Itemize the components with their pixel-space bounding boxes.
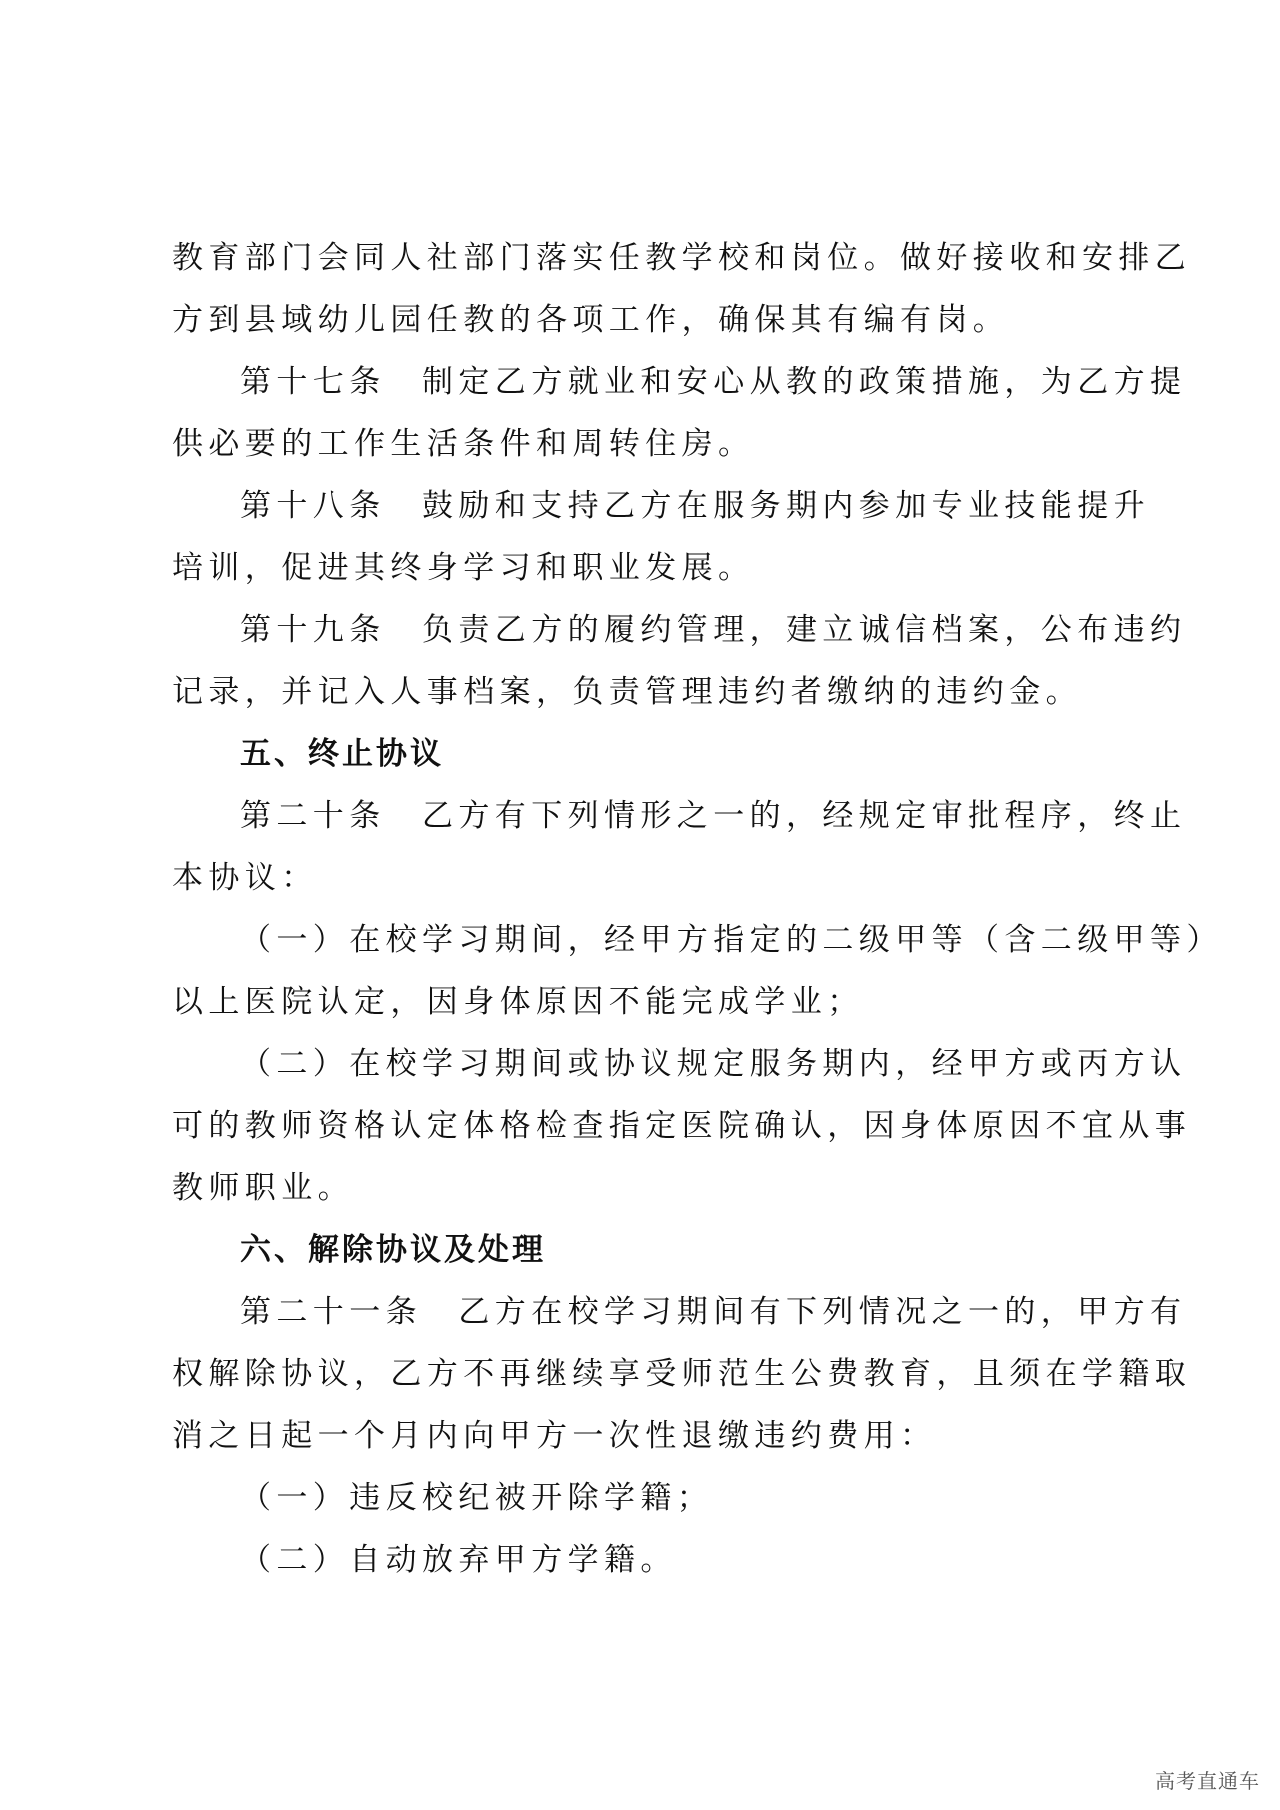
body-line: 本协议： (172, 860, 318, 896)
body-line: 以上医院认定，因身体原因不能完成学业； (172, 984, 864, 1020)
body-line: 权解除协议，乙方不再继续享受师范生公费教育，且须在学籍取 (172, 1356, 1192, 1392)
body-line: （一）违反校纪被开除学籍； (240, 1480, 714, 1516)
body-line: 可的教师资格认定体格检查指定医院确认，因身体原因不宜从事 (172, 1108, 1192, 1144)
body-line: 方到县域幼儿园任教的各项工作，确保其有编有岗。 (172, 302, 1010, 338)
body-line: 第二十一条 乙方在校学习期间有下列情况之一的，甲方有 (240, 1294, 1187, 1330)
body-line: 第十八条 鼓励和支持乙方在服务期内参加专业技能提升 (240, 488, 1150, 524)
section-heading-rescind: 六、解除协议及处理 (240, 1232, 546, 1268)
body-line: 记录，并记入人事档案，负责管理违约者缴纳的违约金。 (172, 674, 1082, 710)
section-heading-terminate: 五、终止协议 (240, 736, 444, 772)
body-line: 供必要的工作生活条件和周转住房。 (172, 426, 755, 462)
body-line: 培训，促进其终身学习和职业发展。 (172, 550, 755, 586)
body-line: （一）在校学习期间，经甲方指定的二级甲等（含二级甲等） (240, 922, 1223, 958)
body-line: 第二十条 乙方有下列情形之一的，经规定审批程序，终止 (240, 798, 1187, 834)
body-line: 教师职业。 (172, 1170, 354, 1206)
watermark: 高考直通车 (1155, 1769, 1260, 1793)
body-line: 教育部门会同人社部门落实任教学校和岗位。做好接收和安排乙 (172, 240, 1192, 276)
body-line: 第十七条 制定乙方就业和安心从教的政策措施，为乙方提 (240, 364, 1187, 400)
body-line: （二）在校学习期间或协议规定服务期内，经甲方或丙方认 (240, 1046, 1187, 1082)
body-line: 第十九条 负责乙方的履约管理，建立诚信档案，公布违约 (240, 612, 1187, 648)
body-line: 消之日起一个月内向甲方一次性退缴违约费用： (172, 1418, 937, 1454)
body-line: （二）自动放弃甲方学籍。 (240, 1542, 677, 1578)
